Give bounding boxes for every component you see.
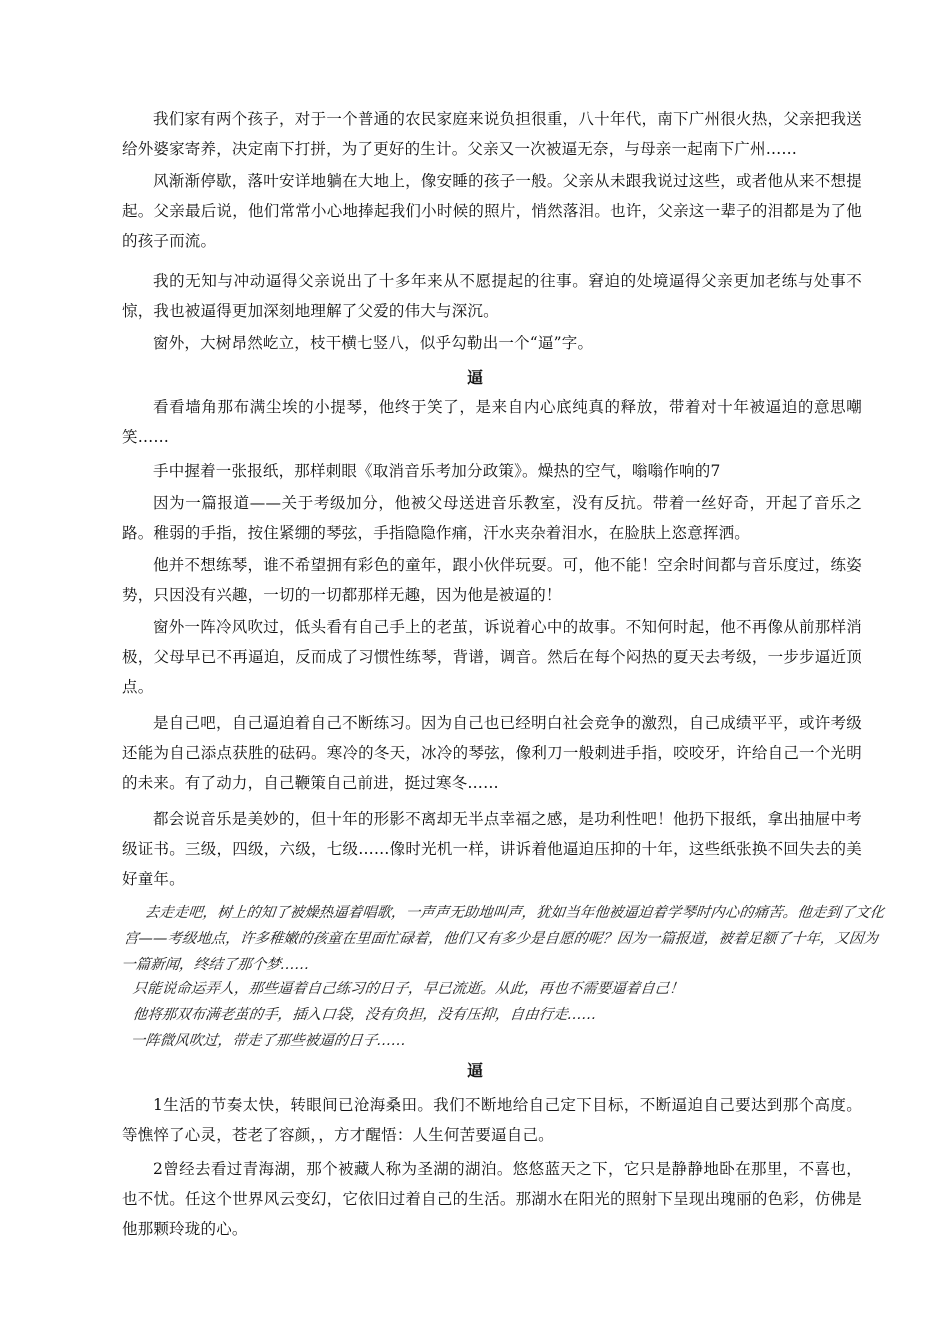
paragraph: 看看墙角那布满尘埃的小提琴，他终于笑了，是来自内心底纯真的释放，带着对十年被逼迫的意思嘲笑…… bbox=[122, 398, 862, 446]
paragraph: 2曾经去看过青海湖，那个被藏人称为圣湖的湖泊。悠悠蓝天之下，它只是静静地卧在那里，不喜也，也不忧。任这个世界风云变幻，它依旧过着自己的生活。那湖水在阳光的照射下呈现出瑰丽的色彩，仿佛是他那颗玲珑的心。 bbox=[122, 1160, 862, 1238]
paragraph: 手中握着一张报纸，那样刺眼《取消音乐考加分政策》。燥热的空气，嗡嗡作响的7 bbox=[153, 462, 721, 480]
paragraph: 是自己吧，自己逼迫着自己不断练习。因为自己也已经明白社会竞争的激烈，自己成绩平平，或许考级还能为自己添点获胜的砝码。寒冷的冬天，冰冷的琴弦，像利刀一般刺进手指，咬咬牙，许给自己一个光明的未来。有了动力，自己鞭策自己前进，挺过寒冬…… bbox=[122, 714, 862, 792]
paragraph: 都会说音乐是美妙的，但十年的形影不离却无半点幸福之感，是功利性吧！他扔下报纸，拿出抽屉中考级证书。三级，四级，六级，七级……像时光机一样，讲诉着他逼迫压抑的十年，这些纸张换不回失去的美好童年。 bbox=[122, 810, 862, 888]
paragraph: 1生活的节奏太快，转眼间已沧海桑田。我们不断地给自己定下目标，不断逼迫自己要达到那个高度。等憔悴了心灵，苍老了容颜，，方才醒悟：人生何苦要逼自己。 bbox=[122, 1096, 862, 1144]
handwritten-paragraph: 一阵微风吹过，带走了那些被逼的日子…… bbox=[129, 1033, 407, 1049]
paragraph: 窗外，大树昂然屹立，枝干横七竖八，似乎勾勒出一个“逼”字。 bbox=[153, 334, 594, 352]
section-title: 逼 bbox=[466, 368, 483, 387]
handwritten-paragraph: 去走走吧，树上的知了被燥热逼着唱歌，一声声无助地叫声，犹如当年他被逼迫着学琴时内心的痛苦。他走到了文化宫——考级地点，许多稚嫩的孩童在里面忙碌着，他们又有多少是自愿的呢？因为一篇报道，被着足额了十年，又因为一篇新闻，终结了那个梦…… bbox=[120, 905, 885, 973]
section-title: 逼 bbox=[466, 1061, 483, 1080]
paragraph: 窗外一阵冷风吹过，低头看有自己手上的老茧，诉说着心中的故事。不知何时起，他不再像从前那样消极，父母早已不再逼迫，反而成了习惯性练琴，背谱，调音。然后在每个闷热的夏天去考级，一步步逼近顶点。 bbox=[122, 618, 862, 696]
paragraph: 我的无知与冲动逼得父亲说出了十多年来从不愿提起的往事。窘迫的处境逼得父亲更加老练与处事不惊，我也被逼得更加深刻地理解了父爱的伟大与深沉。 bbox=[122, 272, 862, 320]
paragraph: 他并不想练琴，谁不希望拥有彩色的童年，跟小伙伴玩耍。可，他不能！空余时间都与音乐度过，练姿势，只因没有兴趣，一切的一切都那样无趣，因为他是被逼的！ bbox=[122, 556, 862, 604]
paragraph: 风渐渐停歇，落叶安详地躺在大地上，像安睡的孩子一般。父亲从未跟我说过这些，或者他从来不想提起。父亲最后说，他们常常小心地捧起我们小时候的照片，悄然落泪。也许，父亲这一辈子的泪都是为了他的孩子而流。 bbox=[122, 172, 862, 250]
paragraph: 我们家有两个孩子，对于一个普通的农民家庭来说负担很重，八十年代，南下广州很火热，父亲把我送给外婆家寄养，决定南下打拼，为了更好的生计。父亲又一次被逼无奈，与母亲一起南下广州…… bbox=[122, 110, 862, 158]
paragraph: 因为一篇报道——关于考级加分，他被父母送进音乐教室，没有反抗。带着一丝好奇，开起了音乐之路。稚弱的手指，按住紧绷的琴弦，手指隐隐作痛，汗水夹杂着泪水，在脸肤上恣意挥洒。 bbox=[122, 494, 862, 542]
handwritten-paragraph: 他将那双布满老茧的手，插入口袋，没有负担，没有压抑，自由行走…… bbox=[131, 1007, 598, 1023]
handwritten-paragraph: 只能说命运弄人，那些逼着自己练习的日子，早已流逝。从此，再也不需要逼着自己！ bbox=[131, 981, 685, 997]
